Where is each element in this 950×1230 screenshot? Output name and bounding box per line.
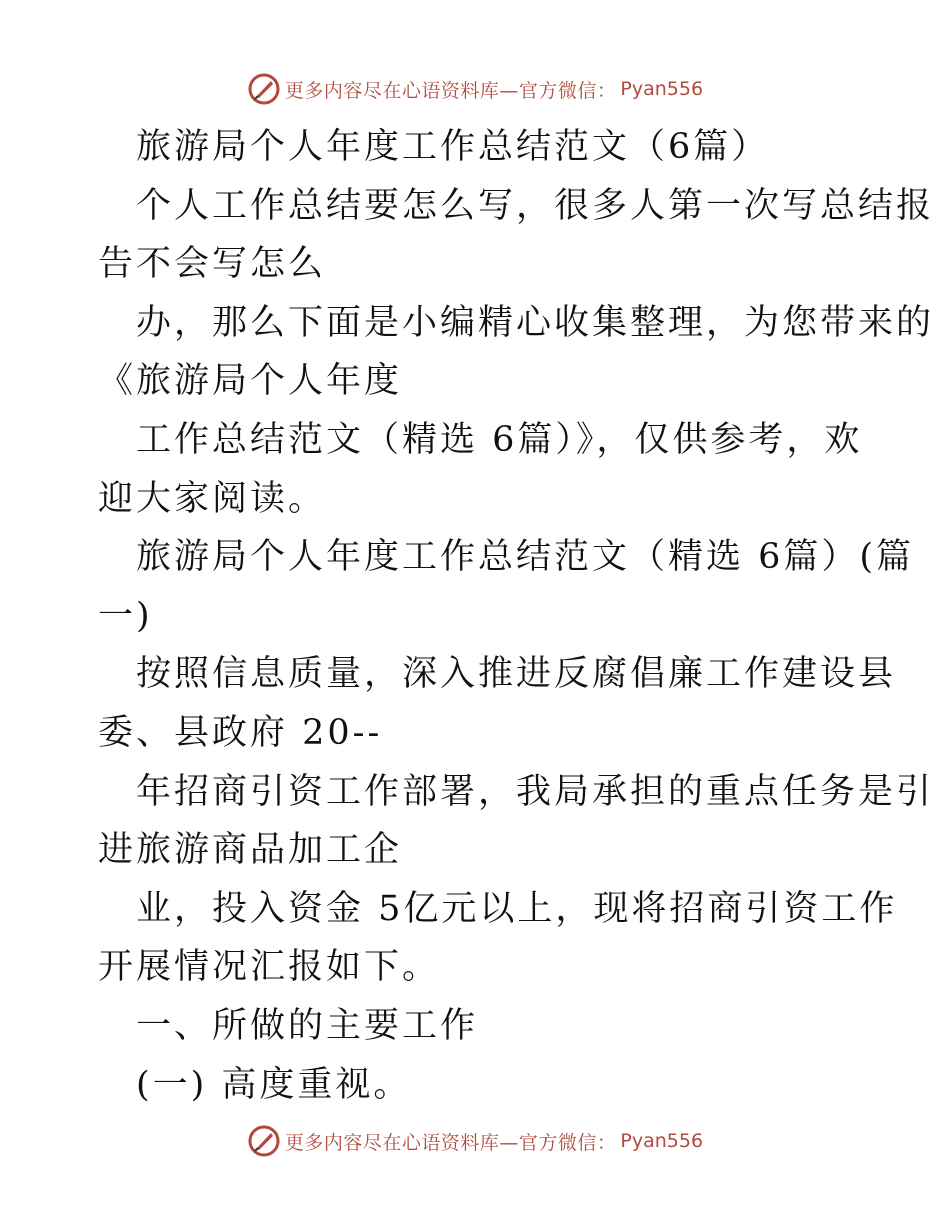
section-heading: 旅游局个人年度工作总结范文（精选 6篇）(篇 bbox=[136, 537, 915, 578]
text-line: 委、县政府 20-- bbox=[98, 712, 383, 753]
footer-watermark bbox=[0, 1124, 950, 1158]
text-line: 工作总结范文（精选 6篇）》，仅供参考，欢 bbox=[136, 419, 863, 460]
document-body bbox=[98, 118, 935, 1114]
text-line: 迎大家阅读。 bbox=[98, 478, 327, 519]
text-line: 年招商引资工作部署，我局承担的重点任务是引 bbox=[136, 771, 935, 812]
subheading: 一、所做的主要工作 bbox=[136, 1005, 479, 1046]
quill-logo-icon bbox=[247, 72, 281, 106]
text-line: 《旅游局个人年度 bbox=[98, 361, 403, 402]
text-line: 业，投入资金 5亿元以上，现将招商引资工作 bbox=[136, 888, 898, 929]
text-line: 开展情况汇报如下。 bbox=[98, 947, 441, 988]
text-line: 个人工作总结要怎么写，很多人第一次写总结报 bbox=[136, 185, 935, 226]
subheading: (一) 高度重视。 bbox=[136, 1064, 412, 1105]
header-watermark bbox=[0, 72, 950, 106]
text-line: 办，那么下面是小编精心收集整理，为您带来的 bbox=[136, 302, 935, 343]
watermark-id: Pyan556 bbox=[620, 78, 704, 100]
watermark-text: 更多内容尽在心语资料库—官方微信： bbox=[284, 79, 617, 102]
quill-logo-icon bbox=[247, 1124, 281, 1158]
text-line: 一) bbox=[98, 595, 153, 636]
text-line: 进旅游商品加工企 bbox=[98, 830, 403, 871]
text-line: 告不会写怎么 bbox=[98, 244, 327, 285]
watermark-text: 更多内容尽在心语资料库—官方微信： bbox=[284, 1131, 617, 1154]
watermark-id: Pyan556 bbox=[620, 1130, 704, 1152]
text-line: 按照信息质量，深入推进反腐倡廉工作建设县 bbox=[136, 654, 897, 695]
document-title: 旅游局个人年度工作总结范文（6篇） bbox=[136, 127, 770, 167]
